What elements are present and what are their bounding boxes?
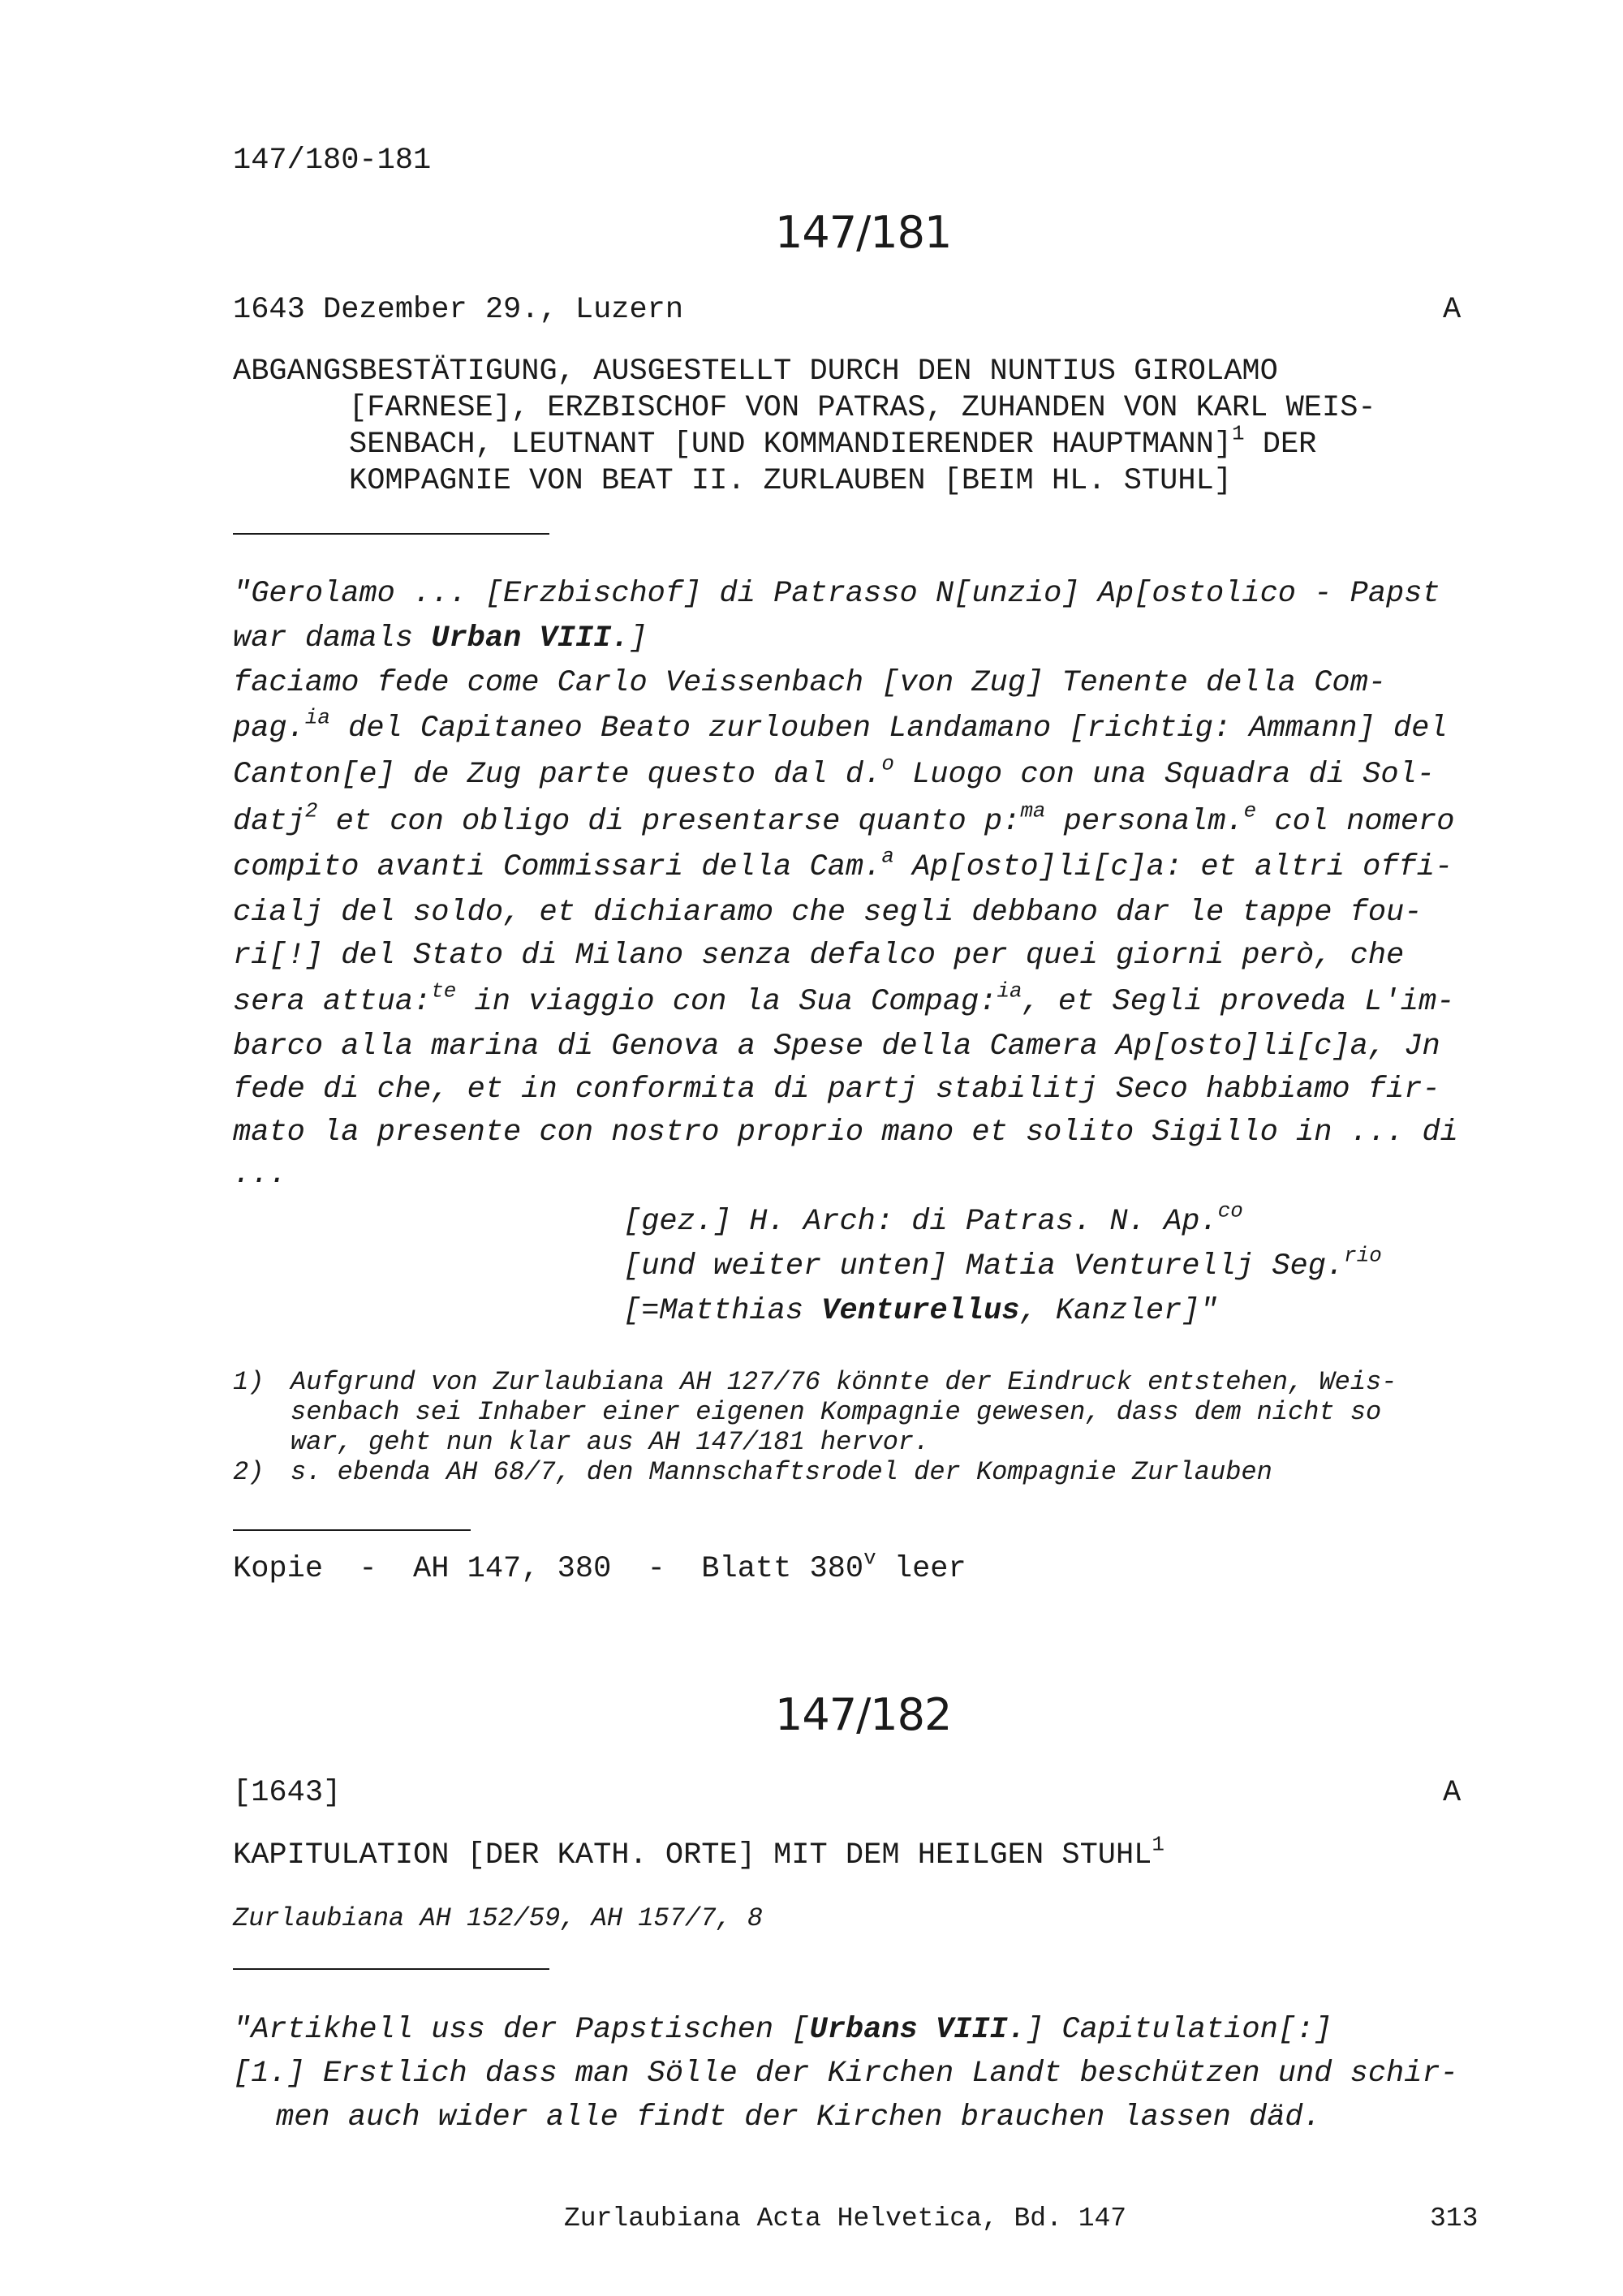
document-number: 147/181	[775, 207, 952, 258]
date: [1643]	[233, 1776, 342, 1810]
document-number: 147/182	[775, 1689, 952, 1740]
quote-line: compito avanti Commissari della Cam.$^a$ Ap[osto]li[c]a: et altri offi-	[233, 844, 1453, 884]
quote-line: pag.$^{ia}$ del Capitaneo Beato zurlouben Landamano [richtig: Ammann] del	[233, 705, 1448, 746]
signature-line: [=Matthias Venturellus, Kanzler]"	[623, 1294, 1218, 1328]
footnote-line: senbach sei Inhaber einer eigenen Kompagnie gewesen, dass dem nicht so	[291, 1397, 1382, 1427]
footer-series: Zurlaubiana Acta Helvetica, Bd. 147	[564, 2204, 1127, 2234]
footnote-ref: 1	[1231, 421, 1245, 446]
footnote-line: war, geht nun klar aus AH 147/181 hervor.	[291, 1427, 930, 1457]
quote-line: mato la presente con nostro proprio mano et solito Sigillo in ... di	[233, 1116, 1458, 1150]
date-place: 1643 Dezember 29., Luzern	[233, 293, 684, 327]
footnote-ref: 1	[1152, 1832, 1165, 1857]
page-number: 313	[1430, 2204, 1479, 2234]
quote-line: barco alla marina di Genova a Spese della Camera Ap[osto]li[c]a, Jn	[233, 1030, 1440, 1064]
quote-line: "Gerolamo ... [Erzbischof] di Patrasso N[unzio] Ap[ostolico - Papst	[233, 577, 1440, 611]
page-range-header: 147/180-181	[233, 144, 432, 178]
title-line: ABGANGSBESTÄTIGUNG, AUSGESTELLT DURCH DEN NUNTIUS GIROLAMO	[233, 355, 1278, 389]
authenticity-mark: A	[1443, 1776, 1462, 1810]
separator-rule	[233, 533, 549, 535]
quote-line: men auch wider alle findt der Kirchen brauchen lassen däd.	[276, 2100, 1321, 2135]
source-note: Kopie - AH 147, 380 - Blatt 380$^v$ leer	[233, 1546, 966, 1586]
footnote-mark: 2)	[233, 1457, 265, 1487]
signature-line: [und weiter unten] Matia Venturellj Seg.$^{rio}$	[623, 1243, 1382, 1283]
separator-rule	[233, 1529, 471, 1531]
quote-line: "Artikhell uss der Papstischen [Urbans VIII.] Capitulation[:]	[233, 2013, 1332, 2047]
footnote-line: s. ebenda AH 68/7, den Mannschaftsrodel der Kompagnie Zurlauben	[291, 1457, 1272, 1487]
quote-line: faciamo fede come Carlo Veissenbach [von Zug] Tenente della Com-	[233, 666, 1387, 700]
quote-line: ri[!] del Stato di Milano senza defalco per quei giorni però, che	[233, 939, 1405, 973]
authenticity-mark: A	[1443, 293, 1462, 327]
quote-line: sera attua:$^{te}$ in viaggio con la Sua Compag:$^{ia}$, et Segli proveda L'im-	[233, 978, 1455, 1019]
document-title: KAPITULATION [DER KATH. ORTE] MIT DEM HEILGEN STUHL$^1$	[233, 1832, 1165, 1872]
quote-line: cialj del soldo, et dichiaramo che segli debbano dar le tappe fou-	[233, 896, 1423, 930]
separator-rule	[233, 1968, 549, 1970]
title-line: KOMPAGNIE VON BEAT II. ZURLAUBEN [BEIM HL. STUHL]	[349, 464, 1232, 498]
quote-line: Canton[e] de Zug parte questo dal d.$^o$ Luogo con una Squadra di Sol-	[233, 751, 1435, 792]
signature-line: [gez.] H. Arch: di Patras. N. Ap.$^{co}$	[623, 1198, 1243, 1239]
title-line: [FARNESE], ERZBISCHOF VON PATRAS, ZUHANDEN VON KARL WEIS-	[349, 391, 1376, 425]
footnote-mark: 1)	[233, 1367, 265, 1397]
footnote-line: Aufgrund von Zurlaubiana AH 127/76 könnte der Eindruck entstehen, Weis-	[291, 1367, 1397, 1397]
quote-line: fede di che, et in conformita di partj stabilitj Seco habbiamo fir-	[233, 1073, 1440, 1107]
quote-line: ...	[233, 1158, 287, 1192]
quote-line: [1.] Erstlich dass man Sölle der Kirchen Landt beschützen und schir-	[233, 2057, 1458, 2091]
title-line: SENBACH, LEUTNANT [UND KOMMANDIERENDER HAUPTMANN]$^1$ DER	[349, 421, 1317, 462]
quote-line: war damals Urban VIII.]	[233, 621, 648, 656]
reference-note: Zurlaubiana AH 152/59, AH 157/7, 8	[233, 1903, 763, 1933]
quote-line: datj$^2$ et con obligo di presentarse quanto p:$^{ma}$ personalm.$^e$ col nomero	[233, 798, 1455, 839]
